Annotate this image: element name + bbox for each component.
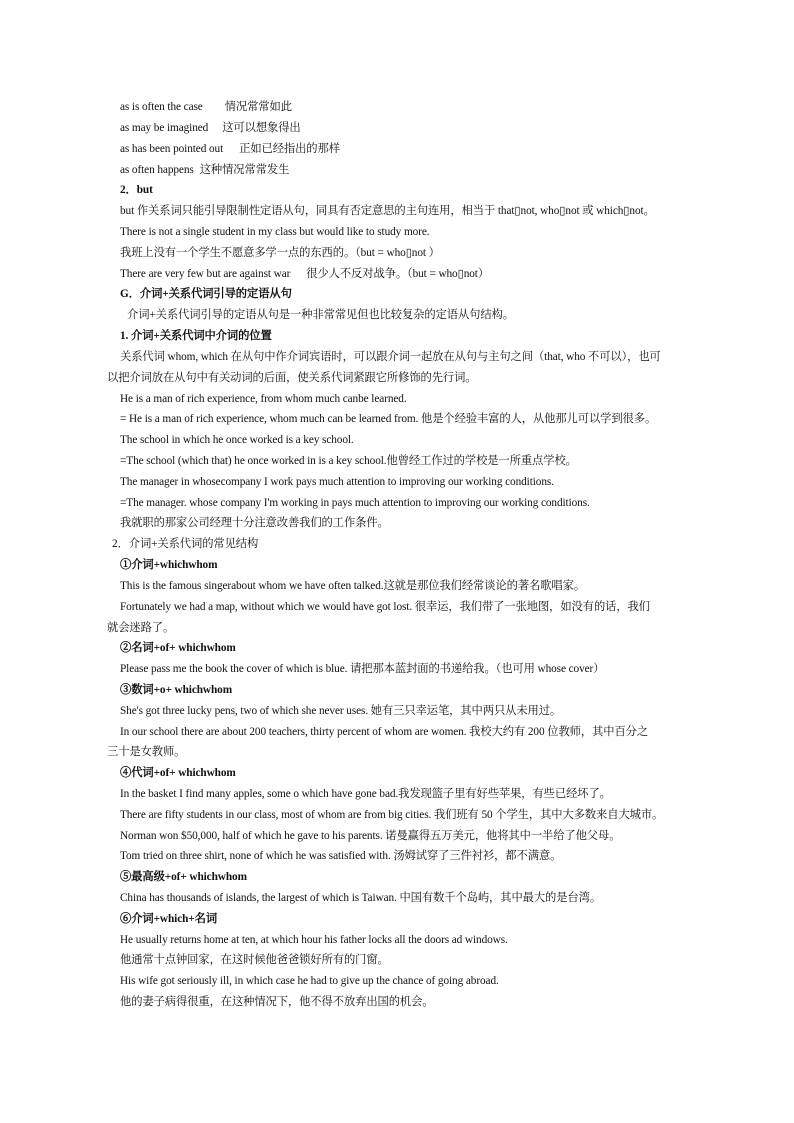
example-sentence: =The school (which that) he once worked in is a key school.他曾经工作过的学校是一所重点学校。 (120, 455, 577, 467)
example-translation: 就会迷路了。 (107, 622, 175, 634)
example-translation: 他通常十点钟回家，在这时候他爸爸锁好所有的门窗。 (120, 954, 389, 966)
paragraph-line: but 作关系词只能引导限制性定语从句，同具有否定意思的主句连用，相当于 that▯not, who▯not 或 which▯not。 (120, 205, 655, 217)
example-sentence: He usually returns home at ten, at which hour his father locks all the doors ad windows. (120, 934, 508, 946)
example-sentence: =The manager. whose company I'm working in pays much attention to improving our working conditions. (120, 497, 590, 509)
example-sentence: There is not a single student in my class but would like to study more. (120, 226, 430, 238)
chinese-gloss: 正如已经指出的那样 (239, 143, 340, 155)
chinese-gloss: 这可以想象得出 (222, 122, 301, 134)
chinese-gloss: 情况常常如此 (224, 101, 292, 113)
example-translation: 我就职的那家公司经理十分注意改善我们的工作条件。 (120, 517, 389, 529)
example-sentence: She's got three lucky pens, two of which she never uses. 她有三只幸运笔，其中两只从未用过。 (120, 705, 562, 717)
phrase-line (120, 141, 340, 157)
english-phrase: as may be imagined (120, 122, 209, 134)
chinese-gloss: 很少人不反对战争。（but = who▯not） (306, 268, 490, 280)
structure-heading: ③数词+o+ whichwhom (120, 684, 233, 696)
paragraph-line: 关系代词 whom, which 在从句中作介词宾语时，可以跟介词一起放在从句与主句之间（that, who 不可以），也可 (120, 351, 661, 363)
example-sentence (120, 266, 489, 282)
paragraph-line: 介词+关系代词引导的定语从句是一种非常常见但也比较复杂的定语从句结构。 (127, 309, 514, 321)
subsection-heading: 1. 介词+关系代词中介词的位置 (120, 330, 272, 342)
phrase-line (120, 99, 292, 115)
structure-heading: ④代词+of+ whichwhom (120, 767, 236, 779)
structure-heading: ⑥介词+which+名词 (120, 913, 218, 925)
example-translation: 他的妻子病得很重，在这种情况下，他不得不放弃出国的机会。 (120, 996, 434, 1008)
example-sentence: His wife got seriously ill, in which case he had to give up the chance of going abroad. (120, 975, 499, 987)
phrase-line (120, 120, 301, 136)
structure-heading: ②名词+of+ whichwhom (120, 642, 236, 654)
structure-heading: ⑤最高级+of+ whichwhom (120, 871, 247, 883)
example-sentence: He is a man of rich experience, from whom much canbe learned. (120, 393, 407, 405)
example-sentence: There are fifty students in our class, most of whom are from big cities. 我们班有 50 个学生，其中大多数来自大城市。 (120, 809, 664, 821)
example-sentence: The manager in whosecompany I work pays much attention to improving our working conditions. (120, 476, 554, 488)
paragraph-line: 以把介词放在从句中有关动词的后面，使关系代词紧跟它所修饰的先行词。 (107, 372, 477, 384)
example-sentence: China has thousands of islands, the largest of which is Taiwan. 中国有数千个岛屿，其中最大的是台湾。 (120, 892, 602, 904)
section-heading: G．介词+关系代词引导的定语从句 (120, 288, 292, 300)
example-sentence: = He is a man of rich experience, whom much can be learned from. 他是个经验丰富的人，从他那儿可以学到很多。 (120, 413, 657, 425)
example-sentence: Fortunately we had a map, without which we would have got lost. 很幸运，我们带了一张地图，如没有的话，我们 (120, 601, 650, 613)
example-sentence: Tom tried on three shirt, none of which he was satisfied with. 汤姆试穿了三件衬衫，都不满意。 (120, 850, 562, 862)
structure-heading: ①介词+whichwhom (120, 559, 218, 571)
phrase-line (120, 162, 289, 178)
english-phrase: as often happens (120, 164, 194, 176)
example-translation: 三十是女教师。 (107, 746, 186, 758)
chinese-gloss: 这种情况常常发生 (199, 164, 290, 176)
english-phrase: as is often the case (120, 101, 203, 113)
example-translation: 我班上没有一个学生不愿意多学一点的东西的。（but = who▯not ） (120, 247, 440, 259)
subsection-heading: 2．介词+关系代词的常见结构 (112, 538, 259, 550)
example-sentence: The school in which he once worked is a key school. (120, 434, 354, 446)
example-sentence: In the basket I find many apples, some o which have gone bad.我发现篮子里有好些苹果，有些已经坏了。 (120, 788, 611, 800)
example-sentence: In our school there are about 200 teachers, thirty percent of whom are women. 我校大约有 200 位教师，其中百分之 (120, 726, 649, 738)
english-phrase: There are very few but are against war (120, 268, 291, 280)
english-phrase: as has been pointed out (120, 143, 224, 155)
subsection-heading: 2．but (120, 184, 153, 196)
example-sentence: Norman won $50,000, half of which he gave to his parents. 诺曼赢得五万美元，他将其中一半给了他父母。 (120, 830, 621, 842)
example-sentence: This is the famous singerabout whom we have often talked.这就是那位我们经常谈论的著名歌唱家。 (120, 580, 586, 592)
example-sentence: Please pass me the book the cover of which is blue. 请把那本蓝封面的书递给我。（也可用 whose cover） (120, 663, 605, 675)
